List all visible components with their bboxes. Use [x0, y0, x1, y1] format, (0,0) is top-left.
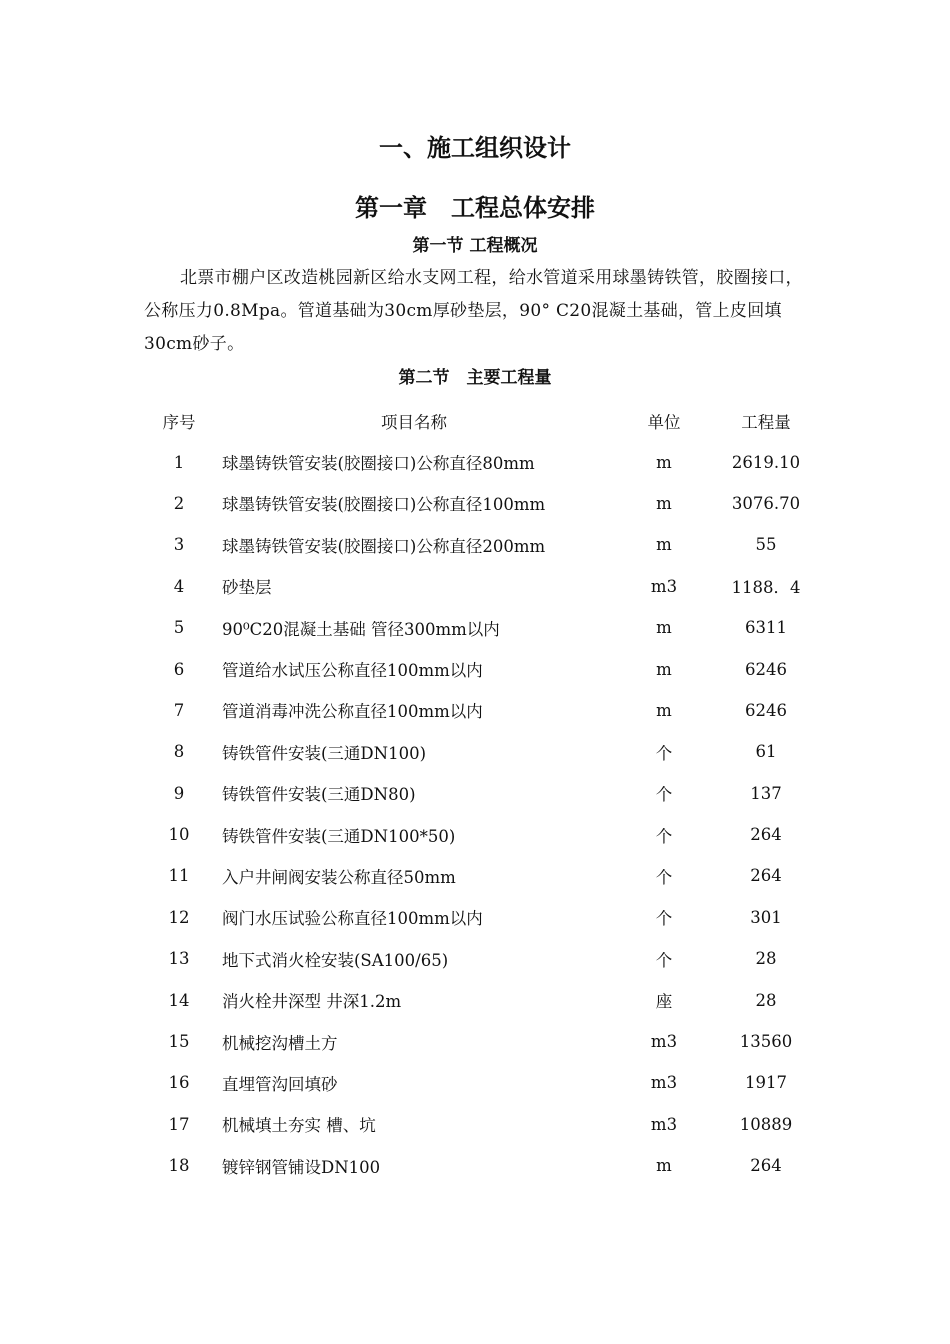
item-quantity: 3076.70 [731, 493, 801, 513]
section-heading-overview: 第一节 工程概况 [412, 236, 538, 256]
item-quantity: 55 [755, 535, 777, 555]
item-quantity: 6311 [745, 618, 787, 638]
item-unit: m [656, 1156, 672, 1176]
item-name: 砂垫层 [222, 578, 272, 598]
row-number: 11 [168, 866, 190, 886]
item-quantity: 1188．4 [731, 578, 801, 598]
row-number: 8 [173, 742, 185, 762]
item-unit: m3 [650, 1114, 678, 1134]
table-row [144, 607, 818, 648]
item-name: 球墨铸铁管安装(胶圈接口)公称直径100mm [222, 495, 546, 515]
item-unit: m3 [650, 1032, 678, 1052]
row-number: 12 [168, 907, 190, 927]
table-row [144, 938, 818, 979]
item-unit: 个 [655, 950, 673, 970]
item-name: 直埋管沟回填砂 [222, 1074, 338, 1094]
item-name: 阀门水压试验公称直径100mm以内 [222, 909, 483, 929]
item-unit: m3 [650, 1073, 678, 1093]
item-unit: m [656, 493, 672, 513]
item-name: 机械挖沟槽土方 [222, 1033, 338, 1053]
item-quantity: 137 [750, 783, 782, 803]
item-name: 球墨铸铁管安装(胶圈接口)公称直径80mm [222, 454, 535, 474]
item-name: 铸铁管件安装(三通DN100) [222, 743, 427, 763]
item-unit: m [656, 700, 672, 720]
table-row [144, 1104, 818, 1145]
item-unit: m3 [650, 576, 678, 596]
item-quantity: 264 [750, 825, 782, 845]
row-number: 15 [168, 1032, 190, 1052]
table-row [144, 648, 818, 689]
row-number: 4 [173, 576, 185, 596]
row-number: 17 [168, 1114, 190, 1134]
row-number: 13 [168, 949, 190, 969]
row-number: 5 [173, 618, 185, 638]
item-quantity: 1917 [745, 1073, 787, 1093]
item-name: 球墨铸铁管安装(胶圈接口)公称直径200mm [222, 536, 546, 556]
item-unit: m [656, 535, 672, 555]
row-number: 18 [168, 1156, 190, 1176]
item-unit: 个 [655, 785, 673, 805]
table-row [144, 731, 818, 772]
table-row [144, 483, 818, 524]
item-name: 铸铁管件安装(三通DN80) [222, 785, 416, 805]
overview-paragraph: 北票市棚户区改造桃园新区给水支网工程，给水管道采用球墨铸铁管，胶圈接口，公称压力0.8Mpa。管道基础为30cm厚砂垫层，90° C20混凝土基础，管上皮回填30cm砂子。 [144, 268, 803, 354]
table-row [144, 855, 818, 896]
table-row [144, 979, 818, 1020]
item-unit: 个 [655, 743, 673, 763]
row-number: 1 [173, 452, 185, 472]
item-unit: m [656, 659, 672, 679]
item-name: 消火栓井深型 井深1.2m [222, 992, 402, 1012]
item-quantity: 6246 [745, 700, 787, 720]
row-number: 10 [168, 825, 190, 845]
row-number: 16 [168, 1073, 190, 1093]
item-name: 管道消毒冲洗公称直径100mm以内 [222, 702, 483, 722]
item-unit: m [656, 618, 672, 638]
item-quantity: 264 [750, 1156, 782, 1176]
table-row [144, 1021, 818, 1062]
table-row [144, 524, 818, 565]
table-row [144, 441, 818, 482]
column-header-unit: 单位 [647, 412, 681, 432]
row-number: 6 [173, 659, 185, 679]
chapter-heading: 第一章 工程总体安排 [355, 194, 595, 222]
column-header-no: 序号 [162, 412, 196, 432]
item-name: 90⁰C20混凝土基础 管径300mm以内 [222, 619, 500, 639]
table-row [144, 690, 818, 731]
item-unit: m [656, 452, 672, 472]
row-number: 7 [173, 700, 185, 720]
item-quantity: 301 [750, 907, 782, 927]
table-header-row [144, 400, 818, 441]
table-row [144, 566, 818, 607]
column-header-quantity: 工程量 [741, 412, 791, 432]
table-row [144, 897, 818, 938]
item-quantity: 28 [755, 949, 777, 969]
item-name: 铸铁管件安装(三通DN100*50) [222, 826, 456, 846]
item-quantity: 28 [755, 990, 777, 1010]
item-quantity: 13560 [739, 1032, 793, 1052]
item-name: 地下式消火栓安装(SA100/65) [222, 950, 449, 970]
item-quantity: 61 [755, 742, 777, 762]
item-name: 机械填土夯实 槽、坑 [222, 1116, 376, 1136]
table-row [144, 1062, 818, 1103]
item-quantity: 6246 [745, 659, 787, 679]
column-header-name: 项目名称 [381, 412, 447, 432]
item-name: 镀锌钢管铺设DN100 [222, 1157, 381, 1177]
table-row [144, 1145, 818, 1186]
quantities-table [144, 400, 818, 1186]
item-name: 入户井闸阀安装公称直径50mm [222, 867, 456, 887]
item-quantity: 264 [750, 866, 782, 886]
row-number: 3 [173, 535, 185, 555]
item-quantity: 2619.10 [731, 452, 801, 472]
item-quantity: 10889 [739, 1114, 793, 1134]
section-heading-quantities: 第二节 主要工程量 [398, 368, 552, 388]
document-title: 一、施工组织设计 [379, 134, 571, 162]
item-name: 管道给水试压公称直径100mm以内 [222, 661, 483, 681]
table-row [144, 814, 818, 855]
item-unit: 个 [655, 826, 673, 846]
item-unit: 个 [655, 909, 673, 929]
row-number: 9 [173, 783, 185, 803]
item-unit: 个 [655, 867, 673, 887]
table-row [144, 773, 818, 814]
row-number: 2 [173, 493, 185, 513]
row-number: 14 [168, 990, 190, 1010]
item-unit: 座 [655, 992, 673, 1012]
table-body [144, 441, 818, 1186]
